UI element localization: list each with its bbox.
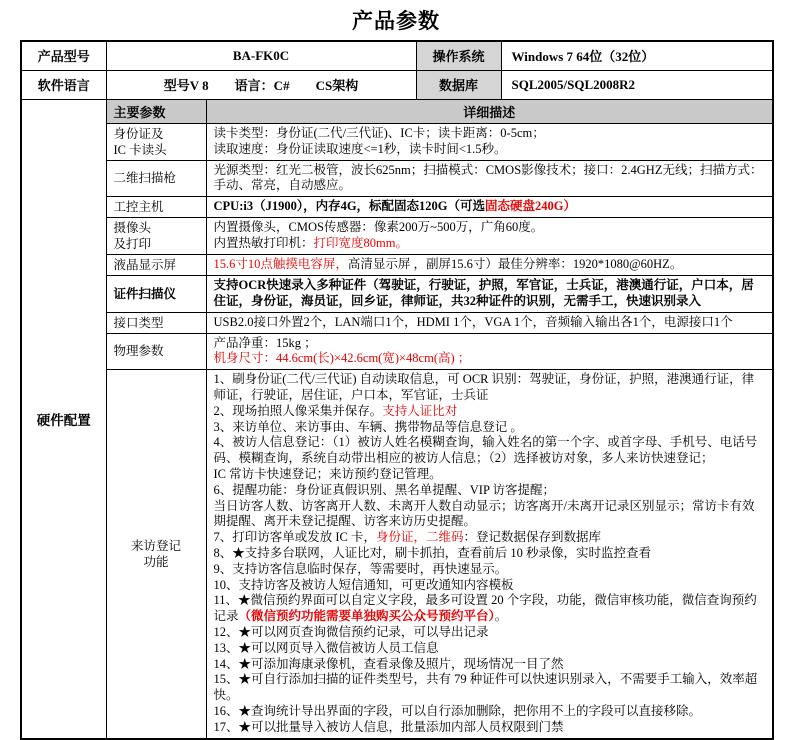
hardware-header-row [21, 99, 773, 123]
hardware-section-label: 硬件配置 [21, 99, 106, 739]
info-row [21, 41, 773, 70]
text-segment: 10、支持访客及被访人短信通知，可更改通知内容模板 [213, 577, 514, 592]
text-segment: 高清显示屏 ，副屏15.6寸）最佳分辨率：1920*1080@60HZ。 [347, 257, 683, 272]
param-label: 证件扫描仪 [106, 276, 206, 313]
param-label: 接口类型 [106, 312, 206, 333]
description-line [214, 625, 766, 641]
description-line [214, 499, 766, 531]
text-segment: 3、来访单位、来访事由、车辆、携带物品等信息登记 。 [213, 419, 523, 434]
info-value: Windows 7 64位（32位） [501, 41, 773, 70]
description-line [214, 435, 766, 467]
text-segment: 内置摄像头，CMOS传感器：像素200万~500万，广角60度。 [213, 220, 544, 235]
text-segment: 2、现场拍照人像采集并保存。 [213, 403, 383, 418]
hardware-row [21, 312, 773, 333]
text-segment: 产品净重：15kg ； [213, 335, 317, 350]
text-segment: 15、★可自行添加扫描的证件类型号，共有 79 种证件可以快速识别录入，不需要手工输入，效率超快。 [213, 672, 758, 703]
hardware-row [21, 218, 773, 255]
description-line [214, 420, 766, 436]
param-label: 物理参数 [106, 333, 206, 370]
text-segment: USB2.0接口外置2个，LAN端口1个，HDMI 1个，VGA 1个，音频输入输出各1个，电源接口1个 [213, 314, 733, 329]
page-title: 产品参数 [352, 9, 440, 33]
param-label: 摄像头 及打印 [106, 218, 206, 255]
text-segment: 13、★可以网页导入微信被访人员工信息 [213, 640, 439, 655]
param-description [206, 312, 773, 333]
description-line [214, 278, 766, 310]
text-segment: 14、★可添加海康录像机，查看录像及照片，现场情况一目了然 [213, 656, 564, 671]
text-segment: IC 常访卡快速登记；来访预约登记管理。 [213, 467, 442, 482]
description-line [214, 578, 766, 594]
info-value: BA-FK0C [106, 41, 416, 70]
text-segment: 机身尺寸：44.6cm(长)×42.6cm(宽)×48cm(高) ； [213, 351, 471, 366]
text-segment: 17、★可以批量导入被访人信息，批量添加内部人员权限到门禁 [213, 719, 564, 734]
info-label: 数据库 [416, 70, 501, 99]
info-value: SQL2005/SQL2008R2 [501, 70, 773, 99]
hardware-row [21, 123, 773, 160]
description-line [214, 720, 766, 736]
text-segment: 7、打印访客单或发放 IC 卡， [213, 530, 377, 545]
hardware-row [21, 197, 773, 218]
param-label: 工控主机 [106, 197, 206, 218]
description-line [214, 657, 766, 673]
text-segment: 当日访客人数、访客离开人数、未离开人数自动显示；访客离开/未离开记录区别显示；常访卡有效期提醒、离开未登记提醒、访客来访历史提醒。 [213, 498, 755, 529]
hardware-row [21, 255, 773, 276]
text-segment: 身份证，二维码 [376, 530, 464, 545]
param-label: 来访登记 功能 [106, 370, 206, 739]
param-description [206, 276, 773, 313]
description-line [214, 163, 766, 195]
description-line [214, 315, 766, 331]
description-line [214, 672, 766, 704]
param-description [206, 255, 773, 276]
param-description [206, 370, 773, 739]
info-label: 产品型号 [21, 41, 106, 70]
description-line [214, 199, 766, 215]
param-description [206, 333, 773, 370]
text-segment: CPU:i3（J1900），内存4G，标配固态120G（可选 [213, 199, 486, 214]
param-label: 二维扫描枪 [106, 160, 206, 197]
text-segment: 11、★微信预约界面可以自定义字段，最多可设置 20 个字段，功能，微信审核功能，微信查询预约记录 [213, 593, 757, 624]
description-line [214, 562, 766, 578]
text-segment: 支持人证比对 [382, 403, 458, 418]
description-line [214, 351, 766, 367]
param-column-header: 主要参数 [106, 99, 206, 123]
info-row [21, 70, 773, 99]
description-line [214, 142, 766, 158]
param-label: 液晶显示屏 [106, 255, 206, 276]
description-line [214, 593, 766, 625]
param-label: 身份证及 IC 卡读头 [106, 123, 206, 160]
description-line [214, 404, 766, 420]
text-segment: 12、★可以网页查询微信预约记录，可以导出记录 [213, 625, 489, 640]
description-line [214, 372, 766, 404]
text-segment: 读卡类型：身份证(二代/三代证)、IC卡；读卡距离：0-5cm； [213, 125, 545, 140]
hardware-row [21, 160, 773, 197]
description-line [214, 467, 766, 483]
description-line [214, 530, 766, 546]
text-segment: 8、★支持多台联网，人证比对，刷卡抓拍，查看前后 10 秒录像，实时监控查看 [213, 546, 652, 561]
text-segment: 16、★查询统计导出界面的字段，可以自行添加删除，把你用不上的字段可以直接移除。 [213, 704, 702, 719]
description-line [214, 236, 766, 252]
text-segment: 固态硬盘240G） [485, 199, 577, 214]
text-segment: 打印宽度80mm。 [313, 236, 408, 251]
description-line [214, 336, 766, 352]
description-line [214, 546, 766, 562]
description-line [214, 641, 766, 657]
param-description [206, 160, 773, 197]
description-line [214, 483, 766, 499]
text-segment: 9、支持访客信息临时保存，等需要时，再快速显示。 [213, 561, 508, 576]
spec-table [20, 40, 774, 740]
desc-column-header: 详细描述 [206, 99, 773, 123]
description-line [214, 126, 766, 142]
text-segment: 。 [494, 609, 508, 624]
text-segment: 读取速度：身份证读取速度<=1秒，读卡时间<1.5秒。 [213, 141, 507, 156]
info-label: 操作系统 [416, 41, 501, 70]
param-description [206, 123, 773, 160]
hardware-row [21, 370, 773, 739]
text-segment: 6、提醒功能：身份证真假识别、黑名单提醒、VIP 访客提醒； [213, 482, 556, 497]
text-segment: 光源类型：红光二极管，波长625nm；扫描模式：CMOS影像技术；接口：2.4GHZ无线；扫描方式：手动、常亮，自动感应。 [213, 162, 763, 193]
param-description [206, 197, 773, 218]
param-description [206, 218, 773, 255]
description-line [214, 257, 766, 273]
hardware-row [21, 333, 773, 370]
text-segment: 1、刷身份证(二代/三代证) 自动读取信息，可 OCR 识别：驾驶证，身份证，护照，港澳通行证，律师证，行驶证，居住证，户口本，军官证，士兵证 [213, 372, 755, 403]
info-value: 型号V 8 语言：C# CS架构 [106, 70, 416, 99]
info-label: 软件语言 [21, 70, 106, 99]
text-segment: （微信预约功能需要单独购买公众号预约平台） [238, 609, 495, 624]
text-segment: 4、被访人信息登记：（1）被访人姓名模糊查询，输入姓名的第一个字、或首字母、手机号、电话号码、模糊查询，系统自动带出相应的被访人信息；（2）选择被访对象，多人来访快速登记； [213, 435, 758, 466]
text-segment: 15.6寸10点触摸电容屏， [213, 257, 348, 272]
text-segment: 支持OCR快速录入多种证件（驾驶证，行驶证，护照，军官证，士兵证，港澳通行证，户口本，居住证，身份证，海员证，回乡证，律师证，共32种证件的识别，无需手工，快速识别录入 [213, 278, 754, 308]
hardware-row [21, 276, 773, 313]
description-line [214, 220, 766, 236]
text-segment: ：登记数据保存到数据库 [463, 530, 602, 545]
text-segment: 内置热敏打印机： [213, 236, 314, 251]
description-line [214, 704, 766, 720]
